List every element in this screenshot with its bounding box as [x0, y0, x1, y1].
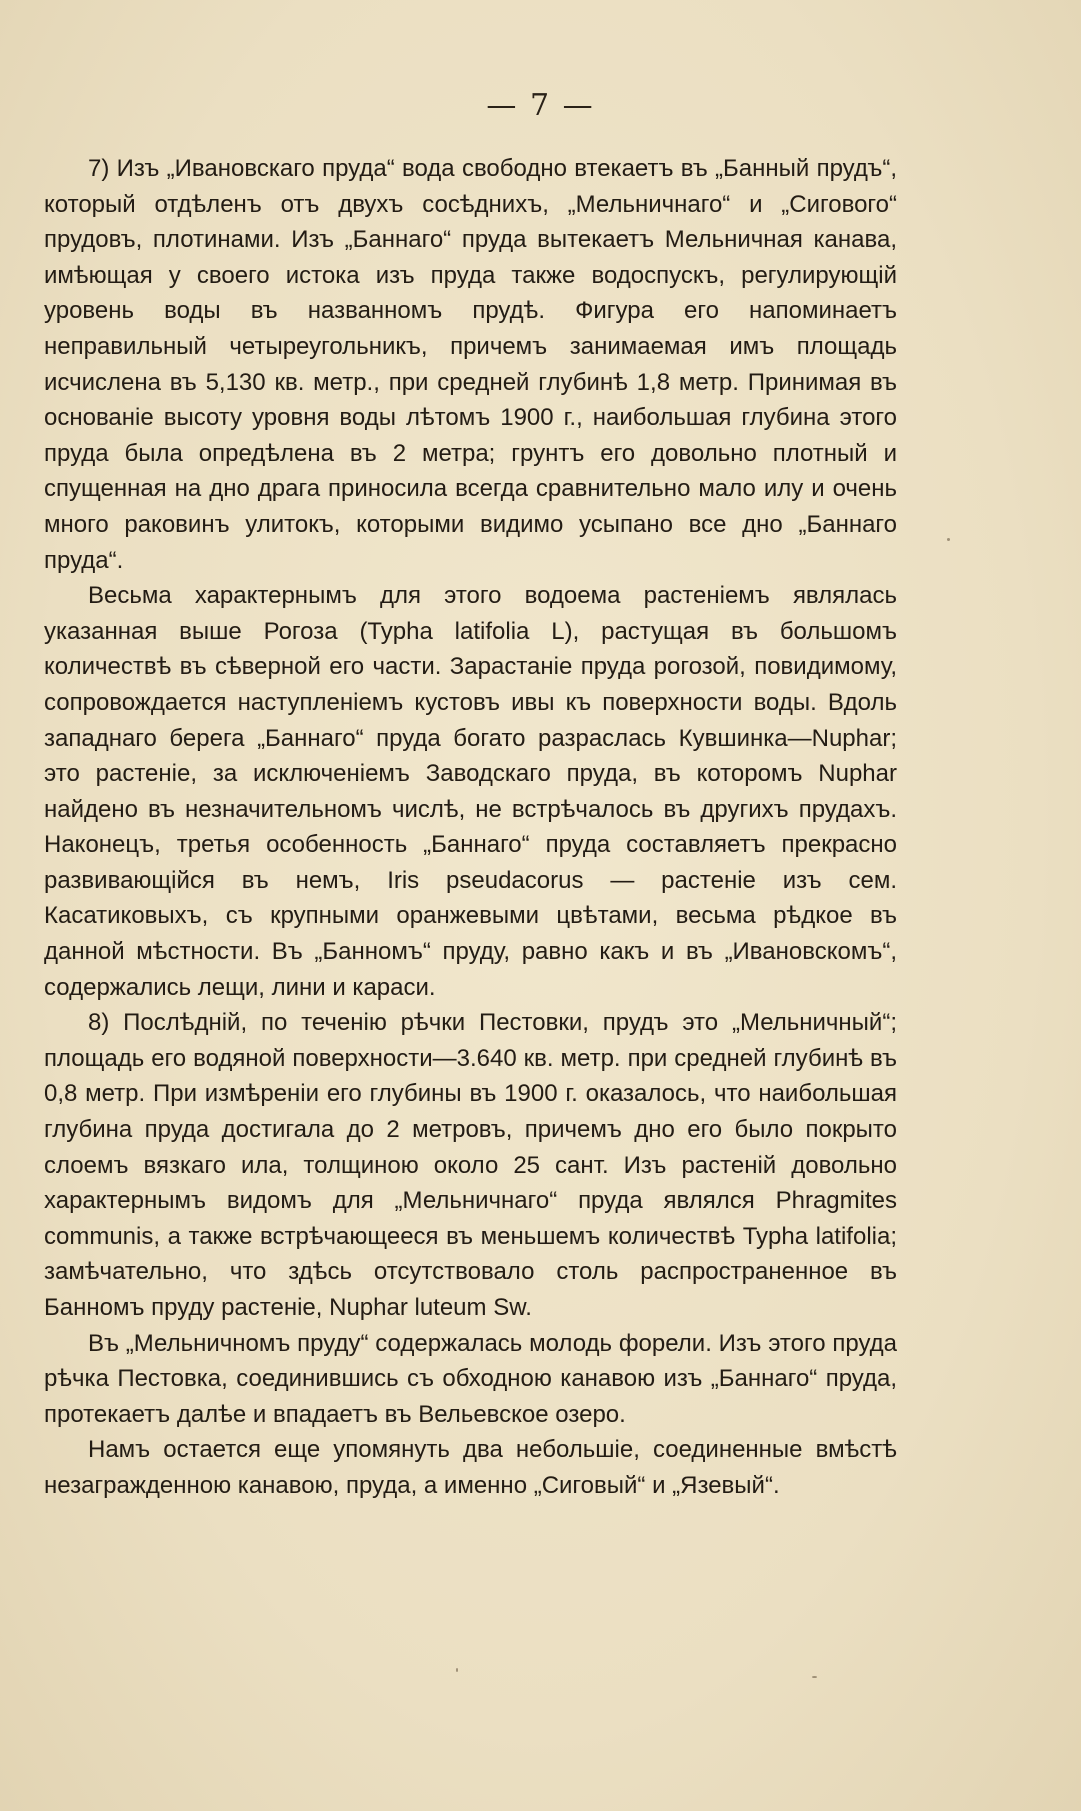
paper-speck [456, 1668, 458, 1672]
paragraph-4: Въ „Мельничномъ пруду“ содержалась молодь форели. Изъ этого пруда рѣчка Пестовка, соединившись съ обходною канавою изъ „Баннаго“ пруда, протекаетъ далѣе и впадаетъ въ Вельевское озеро. [44, 1329, 897, 1428]
paragraph-5: Намъ остается еще упомянуть два небольшіе, соединенные вмѣстѣ незагражденною канавою, пруда, а именно „Сиговый“ и „Язевый“. [44, 1436, 897, 1499]
page-number: — 7 — [486, 88, 595, 123]
body-text [44, 151, 897, 1504]
paper-speck [947, 538, 950, 541]
paper-speck [812, 1676, 817, 1678]
paragraph-2: Весьма характернымъ для этого водоема растеніемъ являлась указанная выше Рогоза (Typha latifolia L), растущая въ большомъ количествѣ въ сѣверной его части. Зарастаніе пруда рогозой, повидимому, сопровождается наступленіемъ кустовъ ивы къ поверхности воды. Вдоль западнаго берега „Баннаго“ пруда богато разраслась Кувшинка—Nuphar; это растеніе, за исключеніемъ Заводскаго пруда, въ которомъ Nuphar найдено въ незначительномъ числѣ, не встрѣчалось въ другихъ прудахъ. Наконецъ, третья особенность „Баннаго“ пруда составляетъ прекрасно развивающійся въ немъ, Iris pseudacorus — растеніе изъ сем. Касатиковыхъ, съ крупными оранжевыми цвѣтами, весьма рѣдкое въ данной мѣстности. Въ „Банномъ“ пруду, равно какъ и въ „Ивановскомъ“, содержались лещи, лини и караси. [44, 582, 897, 1001]
paragraph-1: 7) Изъ „Ивановскаго пруда“ вода свободно втекаетъ въ „Банный прудъ“, который отдѣленъ отъ двухъ сосѣднихъ, „Мельничнаго“ и „Сигового“ прудовъ, плотинами. Изъ „Баннаго“ пруда вытекаетъ Мельничная канава, имѣющая у своего истока изъ пруда также водоспускъ, регулирующій уровень воды въ названномъ прудѣ. Фигура его напоминаетъ неправильный четыреугольникъ, причемъ занимаемая имъ площадь исчислена въ 5,130 кв. метр., при средней глубинѣ 1,8 метр. Принимая въ основаніе высоту уровня воды лѣтомъ 1900 г., наибольшая глубина этого пруда была опредѣлена въ 2 метра; грунтъ его довольно плотный и спущенная на дно драга приносила всегда сравнительно мало илу и очень много раковинъ улитокъ, которыми видимо усыпано все дно „Баннаго пруда“. [44, 155, 897, 574]
paragraph-3: 8) Послѣдній, по теченію рѣчки Пестовки, прудъ это „Мельничный“; площадь его водяной поверхности—3.640 кв. метр. при средней глубинѣ въ 0,8 метр. При измѣреніи его глубины въ 1900 г. оказалось, что наибольшая глубина пруда достигала до 2 метровъ, причемъ дно его было покрыто слоемъ вязкаго ила, толщиною около 25 сант. Изъ растеній довольно характернымъ видомъ для „Мельничнаго“ пруда являлся Phragmites communis, а также встрѣчающееся въ меньшемъ количествѣ Typha latifolia; замѣчательно, что здѣсь отсутствовало столь распространенное въ Банномъ пруду растеніе, Nuphar luteum Sw. [44, 1009, 897, 1321]
